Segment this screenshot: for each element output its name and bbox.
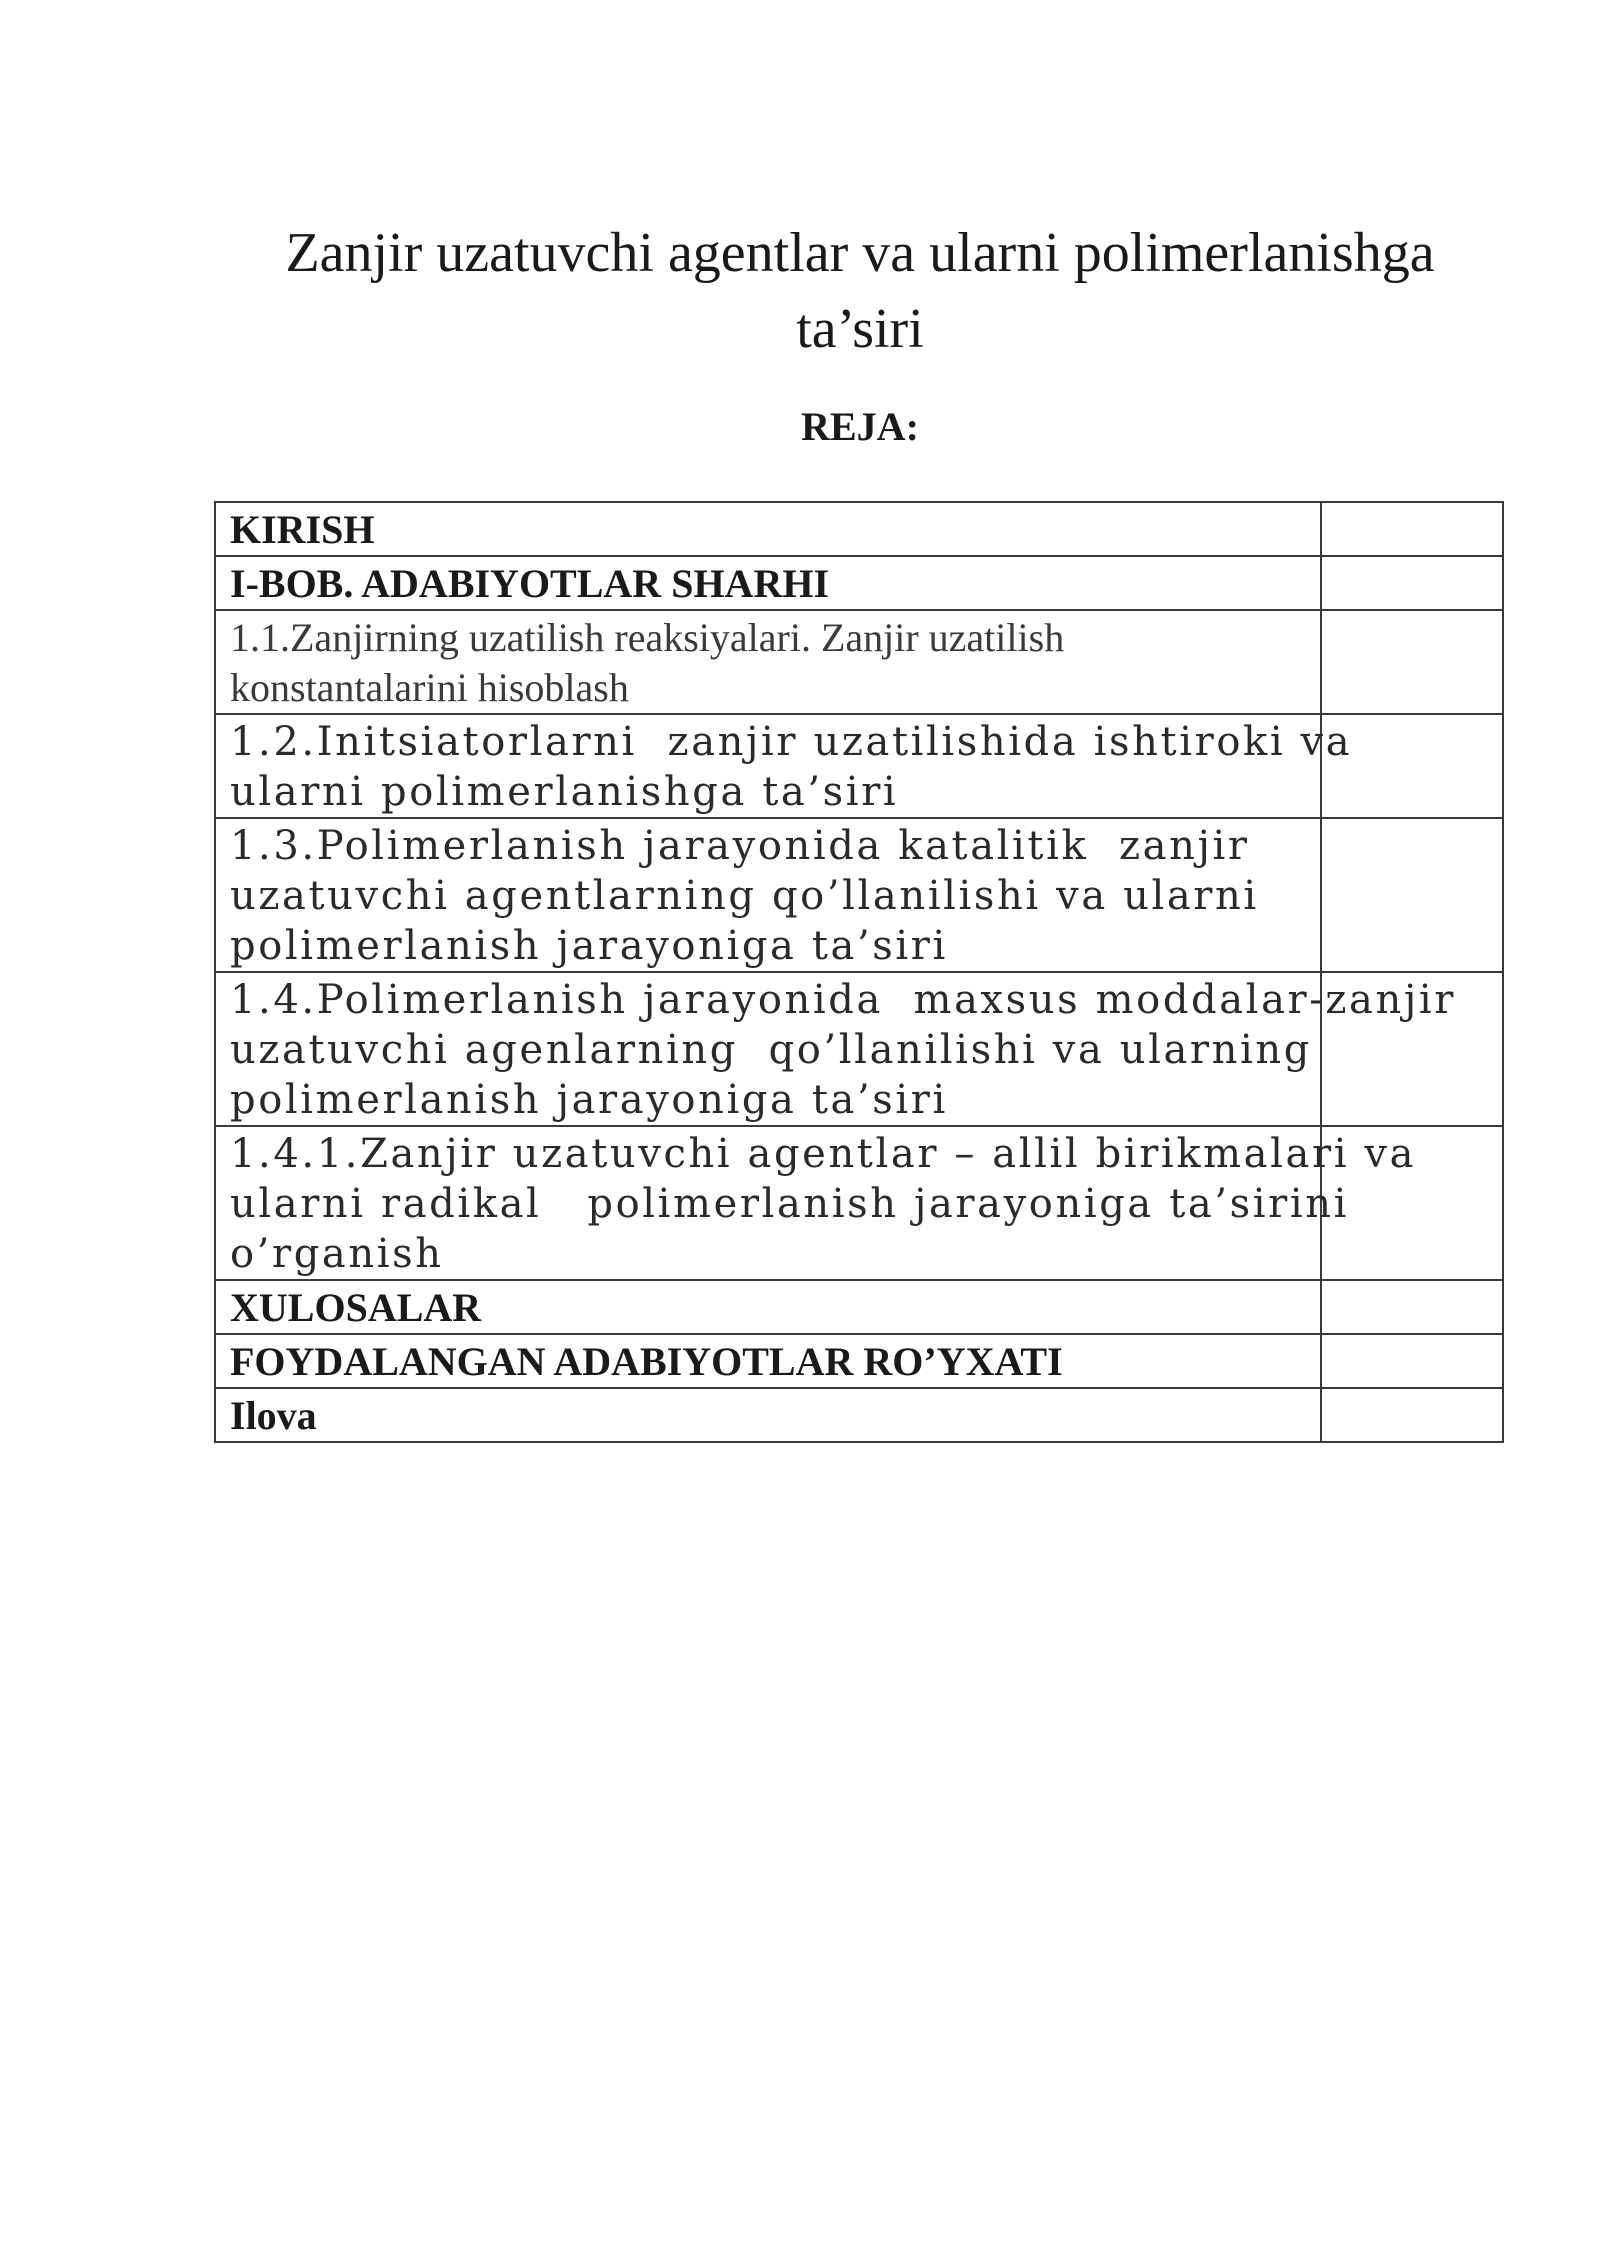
plan-item-text: 1.2.Initsiatorlarni zanjir uzatilishida ishtiroki va xyxy=(230,719,1353,765)
table-row-references xyxy=(215,1334,1503,1388)
plan-item-text: polimerlanish jarayoniga ta’siri xyxy=(230,923,948,969)
table-row-section-1-1 xyxy=(215,610,1503,714)
page-title-line-1: Zanjir uzatuvchi agentlar va ularni polimerlanishga xyxy=(285,222,1435,284)
plan-page-cell xyxy=(1321,1280,1503,1334)
plan-item-section-1-1 xyxy=(215,610,1321,714)
table-row-section-1-2 xyxy=(215,714,1503,818)
plan-table xyxy=(214,501,1504,1443)
plan-item-text: 1.1.Zanjirning uzatilish reaksiyalari. Zanjir uzatilish xyxy=(230,615,1065,660)
plan-item-section-1-3 xyxy=(215,818,1321,972)
plan-item-kirish xyxy=(215,502,1321,556)
plan-item-text: uzatuvchi agentlarning qo’llanilishi va ularni xyxy=(230,873,1259,919)
table-row-appendix xyxy=(215,1388,1503,1442)
plan-item-chapter-1 xyxy=(215,556,1321,610)
plan-item-text: uzatuvchi agenlarning qo’llanilishi va ularning xyxy=(230,1027,1312,1073)
plan-page-cell xyxy=(1321,610,1503,714)
plan-item-text: XULOSALAR xyxy=(230,1285,482,1330)
plan-item-text: konstantalarini hisoblash xyxy=(230,665,629,710)
plan-item-appendix xyxy=(215,1388,1321,1442)
plan-page-cell xyxy=(1321,502,1503,556)
plan-item-text: I-BOB. ADABIYOTLAR SHARHI xyxy=(230,561,830,606)
plan-item-text: 1.4.Polimerlanish jarayonida maxsus moddalar-zanjir xyxy=(230,977,1456,1023)
page-title-line-2: ta’siri xyxy=(796,298,924,360)
plan-page-cell xyxy=(1321,818,1503,972)
plan-item-text: polimerlanish jarayoniga ta’siri xyxy=(230,1077,948,1123)
plan-item-conclusions xyxy=(215,1280,1321,1334)
table-row-kirish xyxy=(215,502,1503,556)
plan-item-text: 1.3.Polimerlanish jarayonida katalitik zanjir xyxy=(230,823,1250,869)
table-row-section-1-4 xyxy=(215,972,1503,1126)
plan-item-section-1-4 xyxy=(215,972,1456,1126)
table-row-section-1-4-1 xyxy=(215,1126,1503,1280)
plan-item-text: KIRISH xyxy=(230,507,375,552)
plan-page-cell xyxy=(1321,556,1503,610)
plan-item-text: o’rganish xyxy=(230,1231,444,1277)
plan-item-text: FOYDALANGAN ADABIYOTLAR RO’YXATI xyxy=(230,1339,1063,1384)
table-row-chapter-1 xyxy=(215,556,1503,610)
table-row-conclusions xyxy=(215,1280,1503,1334)
plan-item-text: ularni polimerlanishga ta’siri xyxy=(230,769,899,815)
plan-item-references xyxy=(215,1334,1321,1388)
plan-item-text: Ilova xyxy=(230,1393,317,1438)
plan-page-cell xyxy=(1321,1334,1503,1388)
plan-item-section-1-4-1 xyxy=(215,1126,1417,1280)
plan-heading: REJA: xyxy=(801,404,919,449)
plan-item-text: ularni radikal polimerlanish jarayoniga ta’sirini xyxy=(230,1181,1350,1227)
page-title xyxy=(200,215,1520,367)
plan-item-text: 1.4.1.Zanjir uzatuvchi agentlar – allil birikmalari va xyxy=(230,1131,1417,1177)
plan-page-cell xyxy=(1321,1388,1503,1442)
plan-item-section-1-2 xyxy=(215,714,1353,818)
table-row-section-1-3 xyxy=(215,818,1503,972)
